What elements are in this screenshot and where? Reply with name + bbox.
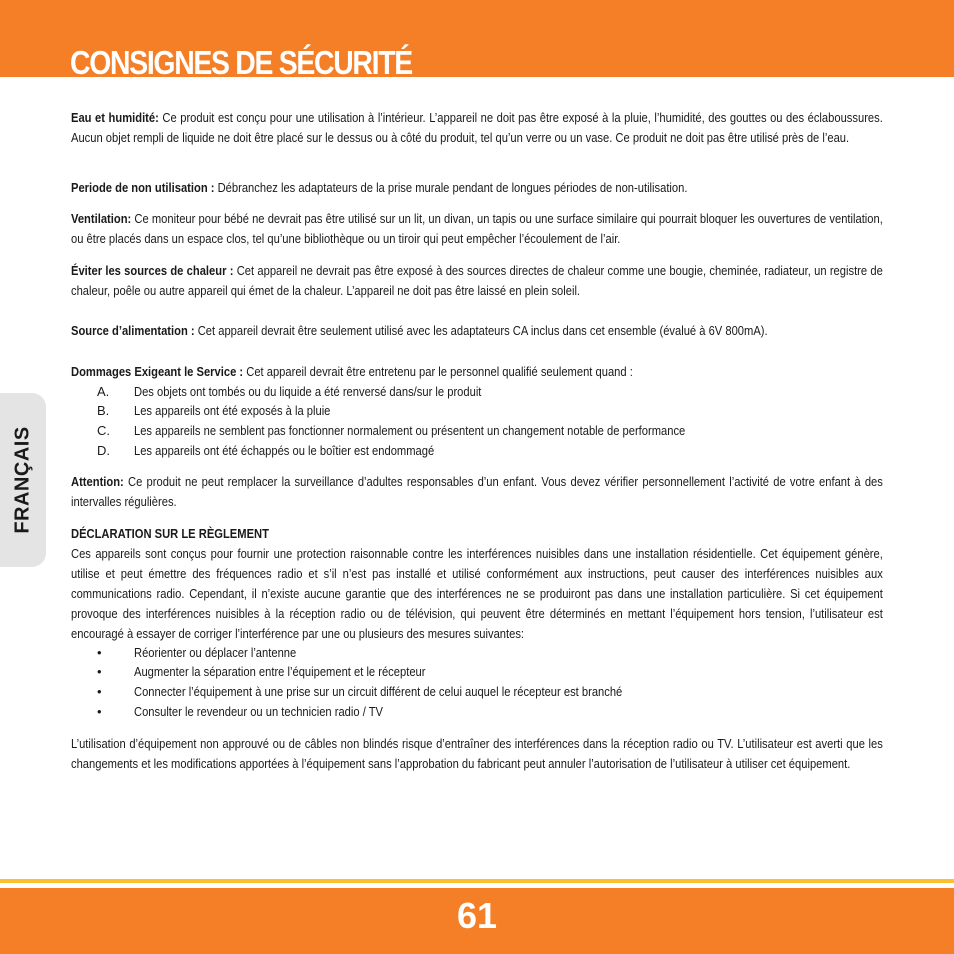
list-item-text: Consulter le revendeur ou un technicien radio / TV <box>134 704 384 719</box>
footer-divider <box>0 879 954 883</box>
header-bar <box>0 0 954 81</box>
section-text: Ces appareils sont conçus pour fournir une protection raisonnable contre les interférences nuisibles dans une installation résidentielle. Cet équipement génère, utilise et peut émettre des fréquences radio et s’il n’est pas installé et utilisé conformément aux instructions, peut causer des interférences nuisibles aux communications radio. Cependant, il n’existe aucune garantie que des interférences ne se produiront pas dans une installation particulière. Si cet équipement provoque des interférences nuisibles à la réception radio ou de télévision, qui peuvent être déterminés en mettant l’équipement hors tension, l’utilisateur est encouragé à essayer de corriger l’interférence par une ou plusieurs des mesures suivantes: <box>71 546 883 641</box>
bullet-marker: • <box>97 664 102 679</box>
section-chaleur <box>71 261 883 301</box>
list-marker: A. <box>97 384 110 399</box>
section-heading: Source d’alimentation : <box>71 323 195 338</box>
list-marker: D. <box>97 443 110 458</box>
list-item <box>71 682 883 702</box>
section-attention <box>71 472 883 512</box>
section-text: Ce moniteur pour bébé ne devrait pas être utilisé sur un lit, un divan, un tapis ou une surface similaire qui pourrait bloquer les ouvertures de ventilation, ou être placés dans un espace clos, tel qu’une bibliothèque ou un tiroir qui peut empêcher l’écoulement de l’air. <box>71 211 883 246</box>
section-text: Débranchez les adaptateurs de la prise murale pendant de longues périodes de non-utilisation. <box>214 180 688 195</box>
section-text: L’utilisation d’équipement non approuvé ou de câbles non blindés risque d’entraîner des interférences dans la réception radio ou TV. L’utilisateur est averti que les changements et les modifications apportées à l’équipement sans l’approbation du fabricant peut annuler l’autorisation de l’utilisateur à utiliser cet équipement. <box>71 736 883 771</box>
section-heading: Eau et humidité: <box>71 110 159 125</box>
list-marker: B. <box>97 403 110 418</box>
bullet-marker: • <box>97 684 102 699</box>
section-eau <box>71 108 883 148</box>
section-heading: DÉCLARATION SUR LE RÈGLEMENT <box>71 526 269 541</box>
list-item-text: Les appareils ont été exposés à la pluie <box>134 403 331 418</box>
section-heading: Dommages Exigeant le Service : <box>71 364 244 379</box>
section-heading: Ventilation: <box>71 211 132 226</box>
list-item <box>71 643 883 663</box>
list-item-text: Augmenter la séparation entre l’équipement et le récepteur <box>134 664 426 679</box>
section-ventilation <box>71 209 883 249</box>
section-text: Cet appareil devrait être seulement utilisé avec les adaptateurs CA inclus dans cet ensemble (évalué à 6V 800mA). <box>194 323 768 338</box>
section-heading: Attention: <box>71 474 124 489</box>
list-item-text: Les appareils ne semblent pas fonctionner normalement ou présentent un changement notable de performance <box>134 423 686 438</box>
list-item-text: Réorienter ou déplacer l’antenne <box>134 645 297 660</box>
list-item <box>71 401 883 421</box>
section-text: Cet appareil ne devrait pas être exposé à des sources directes de chaleur comme une bougie, cheminée, radiateur, un registre de chaleur, poêle ou autre appareil qui émet de la chaleur. L’appareil ne doit pas être laissé en plein soleil. <box>71 263 883 298</box>
list-item <box>71 382 883 402</box>
language-tab-label: FRANÇAIS <box>11 426 34 534</box>
section-periode <box>71 178 883 198</box>
section-final <box>71 734 883 774</box>
list-item <box>71 421 883 441</box>
bullet-marker: • <box>97 704 102 719</box>
list-item <box>71 702 883 722</box>
list-item <box>71 662 883 682</box>
list-item-text: Des objets ont tombés ou du liquide a été renversé dans/sur le produit <box>134 384 482 399</box>
list-item-text: Connecter l’équipement à une prise sur un circuit différent de celui auquel le récepteur est branché <box>134 684 623 699</box>
list-item-text: Les appareils ont été échappés ou le boîtier est endommagé <box>134 443 435 458</box>
bullet-marker: • <box>97 645 102 660</box>
section-text: Ce produit est conçu pour une utilisation à l’intérieur. L’appareil ne doit pas être exposé à la pluie, l’humidité, des gouttes ou des éclaboussures. Aucun objet rempli de liquide ne doit être placé sur le dessus ou à côté du produit, tel qu’un verre ou un vase. Ce produit ne doit pas être utilisé près de l’eau. <box>71 110 883 145</box>
list-item <box>71 441 883 461</box>
section-heading: Periode de non utilisation : <box>71 180 215 195</box>
section-alimentation <box>71 321 883 341</box>
list-marker: C. <box>97 423 110 438</box>
section-text: Cet appareil devrait être entretenu par le personnel qualifié seulement quand : <box>243 364 633 379</box>
page-title: CONSIGNES DE SÉCURITÉ <box>70 44 412 81</box>
section-heading: Éviter les sources de chaleur : <box>71 263 234 278</box>
section-declaration <box>71 524 883 644</box>
section-dommages <box>71 362 883 382</box>
page-number: 61 <box>456 895 498 936</box>
section-text: Ce produit ne peut remplacer la surveillance d’adultes responsables d’un enfant. Vous devez vérifier personnellement l’activité de votre enfant à des intervalles régulières. <box>71 474 883 509</box>
language-tab <box>0 393 46 567</box>
